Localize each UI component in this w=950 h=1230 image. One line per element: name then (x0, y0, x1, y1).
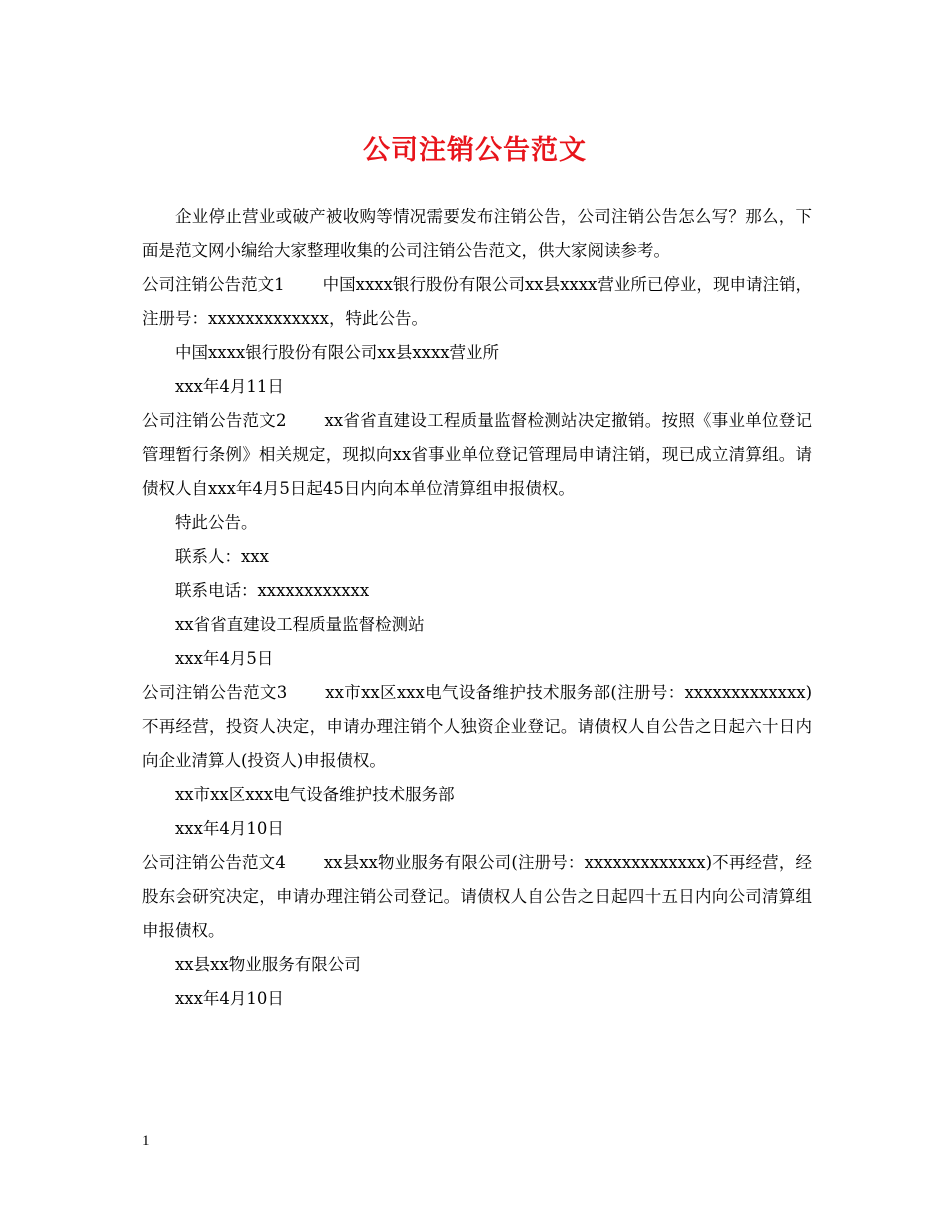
intro-paragraph: 企业停止营业或破产被收购等情况需要发布注销公告，公司注销公告怎么写？那么，下面是范文网小编给大家整理收集的公司注销公告范文，供大家阅读参考。 (142, 207, 812, 260)
sample-3-text: xx市xx区xxx电气设备维护技术服务部(注册号：xxxxxxxxxxxxx)不再经营，投资人决定，申请办理注销个人独资企业登记。请债权人自公告之日起六十日内向企业清算人(投资人)申报债权。 (142, 683, 813, 770)
sample-2-signature: xx省省直建设工程质量监督检测站 (175, 615, 425, 634)
sample-1-signature: 中国xxxx银行股份有限公司xx县xxxx营业所 (175, 343, 500, 362)
sample-2-notice: 特此公告。 (175, 513, 258, 532)
sample-2-phone: 联系电话：xxxxxxxxxxxx (175, 581, 370, 600)
sample-2-contact: 联系人：xxx (175, 547, 269, 566)
document-title: 公司注销公告范文 (363, 135, 587, 166)
sample-4-date: xxx年4月10日 (175, 989, 284, 1008)
sample-2-heading: 公司注销公告范文2 (142, 411, 287, 430)
sample-4-text: xx县xx物业服务有限公司(注册号：xxxxxxxxxxxxx)不再经营，经股东会研究决定，申请办理注销公司登记。请债权人自公告之日起四十五日内向公司清算组申报债权。 (142, 853, 812, 940)
sample-1-paragraph (142, 268, 812, 336)
sample-3-heading: 公司注销公告范文3 (142, 683, 288, 702)
sample-1-text: 中国xxxx银行股份有限公司xx县xxxx营业所已停业，现申请注销，注册号：xxxxxxxxxxxxx，特此公告。 (142, 275, 813, 328)
sample-2-text: xx省省直建设工程质量监督检测站决定撤销。按照《事业单位登记管理暂行条例》相关规定，现拟向xx省事业单位登记管理局申请注销，现已成立清算组。请债权人自xxx年4月5日起45日内向本单位清算组申报债权。 (142, 411, 812, 498)
sample-2-paragraph (142, 404, 812, 506)
sample-1-heading: 公司注销公告范文1 (142, 275, 285, 294)
sample-1-date: xxx年4月11日 (175, 377, 284, 396)
sample-3-date: xxx年4月10日 (175, 819, 284, 838)
sample-4-heading: 公司注销公告范文4 (142, 853, 286, 872)
document-body (142, 200, 812, 1016)
sample-4-paragraph (142, 846, 812, 948)
sample-3-signature: xx市xx区xxx电气设备维护技术服务部 (175, 785, 455, 804)
sample-2-date: xxx年4月5日 (175, 649, 274, 668)
sample-3-paragraph (142, 676, 812, 778)
sample-4-signature: xx县xx物业服务有限公司 (175, 955, 361, 974)
page-number: 1 (142, 1133, 150, 1149)
